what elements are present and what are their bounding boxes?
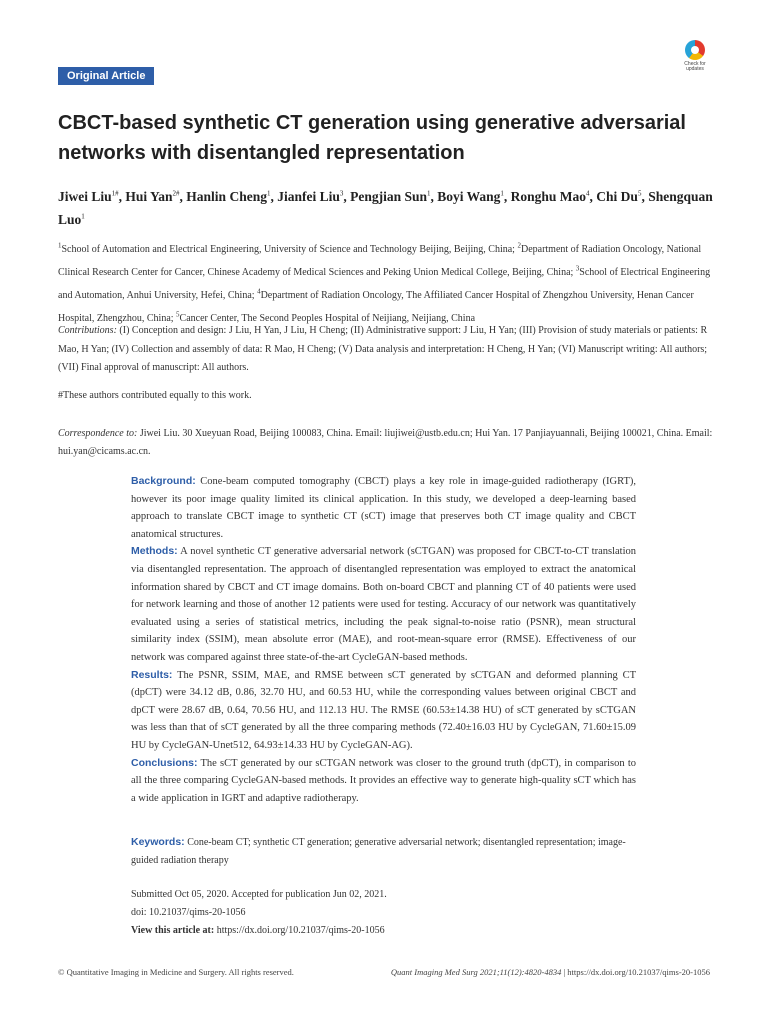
abstract-results	[131, 667, 636, 755]
author-separator: ,	[343, 188, 351, 204]
article-title: CBCT-based synthetic CT generation using generative adversarial networks with disentangled representation	[58, 112, 686, 164]
abstract-section-label: Conclusions:	[131, 756, 198, 769]
author-affiliation-mark: 2#	[172, 189, 180, 197]
affiliation-text: School of Automation and Electrical Engineering, University of Science and Technology Beijing, Beijing, China;	[61, 244, 518, 256]
affiliation-text: Cancer Center, The Second Peoples Hospital of Neijiang, Neijiang, China	[179, 312, 476, 324]
view-article-line	[131, 922, 646, 940]
author	[125, 189, 186, 204]
affiliation-mark: 4	[257, 287, 261, 296]
author-name: Hui Yan	[125, 188, 173, 204]
article-meta	[131, 886, 646, 940]
affiliation-mark: 3	[575, 264, 580, 273]
author-affiliation-mark: 1	[500, 189, 504, 197]
check-for-updates-label: Check for updates	[684, 61, 706, 72]
abstract-section-label: Background:	[131, 475, 196, 487]
author-affiliation-mark: 5	[637, 189, 642, 197]
abstract-background	[131, 473, 636, 543]
author-affiliation-mark: 1	[266, 189, 271, 197]
submission-dates: Submitted Oct 05, 2020. Accepted for publication Jun 02, 2021.	[131, 889, 387, 900]
check-for-updates-icon	[685, 40, 705, 60]
footer-journal-link[interactable]: | https://dx.doi.org/10.21037/qims-20-1056	[561, 967, 710, 977]
affiliation-text: Department of Radiation Oncology, National Clinical Research Center for Cancer, Chinese Academy of Medical Sciences and Peking Union Medical College, Beijing, China;	[58, 244, 702, 279]
author	[511, 189, 597, 204]
keywords	[131, 833, 646, 870]
check-for-updates-button[interactable]	[678, 40, 712, 74]
abstract	[131, 473, 636, 807]
keywords-text: Cone-beam CT; synthetic CT generation; generative adversarial network; disentangled representation; image-guided radiation therapy	[131, 837, 626, 866]
author-separator: ,	[589, 188, 597, 204]
keywords-label: Keywords:	[131, 836, 185, 848]
footer-journal-citation: Quant Imaging Med Surg 2021;11(12):4820-4834	[390, 967, 562, 977]
author-affiliation-mark: 1#	[111, 189, 119, 197]
author-affiliation-mark: 3	[339, 189, 344, 197]
author-name: Jiwei Liu	[58, 188, 112, 204]
author	[277, 189, 350, 204]
author-separator: ,	[430, 188, 438, 204]
author	[437, 189, 510, 204]
author-affiliation-mark: 1	[427, 189, 431, 197]
abstract-section-text: The sCT generated by our sCTGAN network was closer to the ground truth (dpCT), in comparison to all the three comparing CycleGAN-based methods. It provides an effective way to generate high-quality sCT which has a wide application in IGRT and adaptive radiotherapy.	[131, 757, 636, 804]
affiliation-text: Department of Radiation Oncology, The Affiliated Cancer Hospital of Zhengzhou University, Henan Cancer Hospital, Zhengzhou, China;	[58, 289, 694, 324]
author-separator: ,	[503, 188, 511, 204]
correspondence-text: Jiwei Liu. 30 Xueyuan Road, Beijing 100083, China. Email: liujiwei@ustb.edu.cn; Hui Yan. 17 Panjiayuannali, Beijing 100021, China. Email: hui.yan@cicams.ac.cn.	[58, 428, 713, 457]
author-affiliation-mark: 4	[586, 189, 590, 197]
author-name: Shengquan Luo	[58, 188, 713, 227]
affiliations	[58, 237, 713, 328]
author-separator: ,	[179, 188, 187, 204]
contributions-label: Contributions:	[58, 325, 117, 336]
author-name: Chi Du	[596, 188, 638, 204]
correspondence-label: Correspondence to:	[58, 428, 138, 439]
correspondence	[58, 425, 713, 461]
author	[186, 189, 277, 204]
equal-contribution-note: #These authors contributed equally to this work.	[58, 390, 252, 401]
abstract-section-text: Cone-beam computed tomography (CBCT) plays a key role in image-guided radiotherapy (IGRT), however its poor image quality limited its clinical application. In this study, we developed a deep-learning based approach to translate CBCT image to synthetic CT (sCT) image that preserves both CT image quality and CBCT anatomical structures.	[131, 476, 636, 540]
contributions-text: (I) Conception and design: J Liu, H Yan, J Liu, H Cheng; (II) Administrative support: J Liu, H Yan; (III) Provision of study materials or patients: R Mao, H Yan; (IV) Collection and assembly of data: R Mao, H Cheng; (V) Data analysis and interpretation: H Cheng, H Yan; (VI) Manuscript writing: All authors; (VII) Final approval of manuscript: All authors.	[58, 325, 708, 373]
author-name: Ronghu Mao	[510, 188, 587, 204]
author	[596, 189, 648, 204]
author-name: Boyi Wang	[437, 188, 501, 204]
author-affiliation-mark: 1	[81, 212, 85, 221]
abstract-section-text: A novel synthetic CT generative adversarial network (sCTGAN) was proposed for CBCT-to-CT translation via disentangled representation. The approach of disentangled representation was employed to extract the anatomical information shared by CBCT and CT image domains. Both on-board CBCT and planning CT of 40 patients were used for network learning and those of another 12 patients were used for testing. Accuracy of our network was quantitatively evaluated using a series of statistical metrics, including the peak signal-to-noise ratio (PSNR), mean structural similarity index (SSIM), mean absolute error (MAE), and root-mean-square error (RMSE). Effectiveness of our network was compared against three state-of-the-art CycleGAN-based methods.	[131, 546, 636, 663]
contributions	[58, 322, 713, 378]
author-list	[58, 183, 718, 230]
abstract-section-text: The PSNR, SSIM, MAE, and RMSE between sCT generated by sCTGAN and deformed planning CT (dpCT) were 34.12 dB, 0.86, 32.70 HU, and 60.53 HU, while the corresponding values between original CBCT and dpCT were 28.67 dB, 0.64, 70.56 HU, and 112.13 HU. The RMSE (60.53±14.38 HU) of sCT generated by sCTGAN was less than that of sCT generated by all the three comparing methods (72.40±16.03 HU by CycleGAN, 71.60±15.09 HU by CycleGAN-Unet512, 64.93±14.33 HU by CycleGAN-AG).	[131, 669, 636, 751]
author-name: Pengjian Sun	[350, 188, 427, 204]
abstract-conclusions	[131, 755, 636, 808]
author	[350, 189, 437, 204]
affiliation	[58, 244, 517, 255]
article-type-badge: Original Article	[58, 67, 154, 85]
author-separator: ,	[270, 188, 278, 204]
author-separator: ,	[118, 188, 126, 204]
affiliation-text: School of Electrical Engineering and Automation, Anhui University, Hefei, China;	[58, 267, 711, 301]
author-separator: ,	[641, 188, 649, 204]
view-article-link[interactable]: https://dx.doi.org/10.21037/qims-20-1056	[214, 925, 385, 936]
author-name: Hanlin Cheng	[186, 188, 267, 204]
author-name: Jianfei Liu	[277, 188, 340, 204]
footer-copyright: © Quantitative Imaging in Medicine and Surgery. All rights reserved.	[58, 967, 294, 977]
abstract-section-label: Results:	[131, 668, 173, 681]
view-article-label: View this article at:	[131, 925, 215, 936]
abstract-section-label: Methods:	[131, 545, 178, 558]
abstract-methods	[131, 543, 636, 666]
affiliation-mark: 5	[176, 310, 180, 319]
affiliation-mark: 1	[58, 242, 62, 250]
footer-citation	[391, 967, 710, 977]
author	[58, 189, 125, 204]
doi: doi: 10.21037/qims-20-1056	[131, 907, 246, 918]
affiliation-mark: 2	[517, 242, 521, 250]
